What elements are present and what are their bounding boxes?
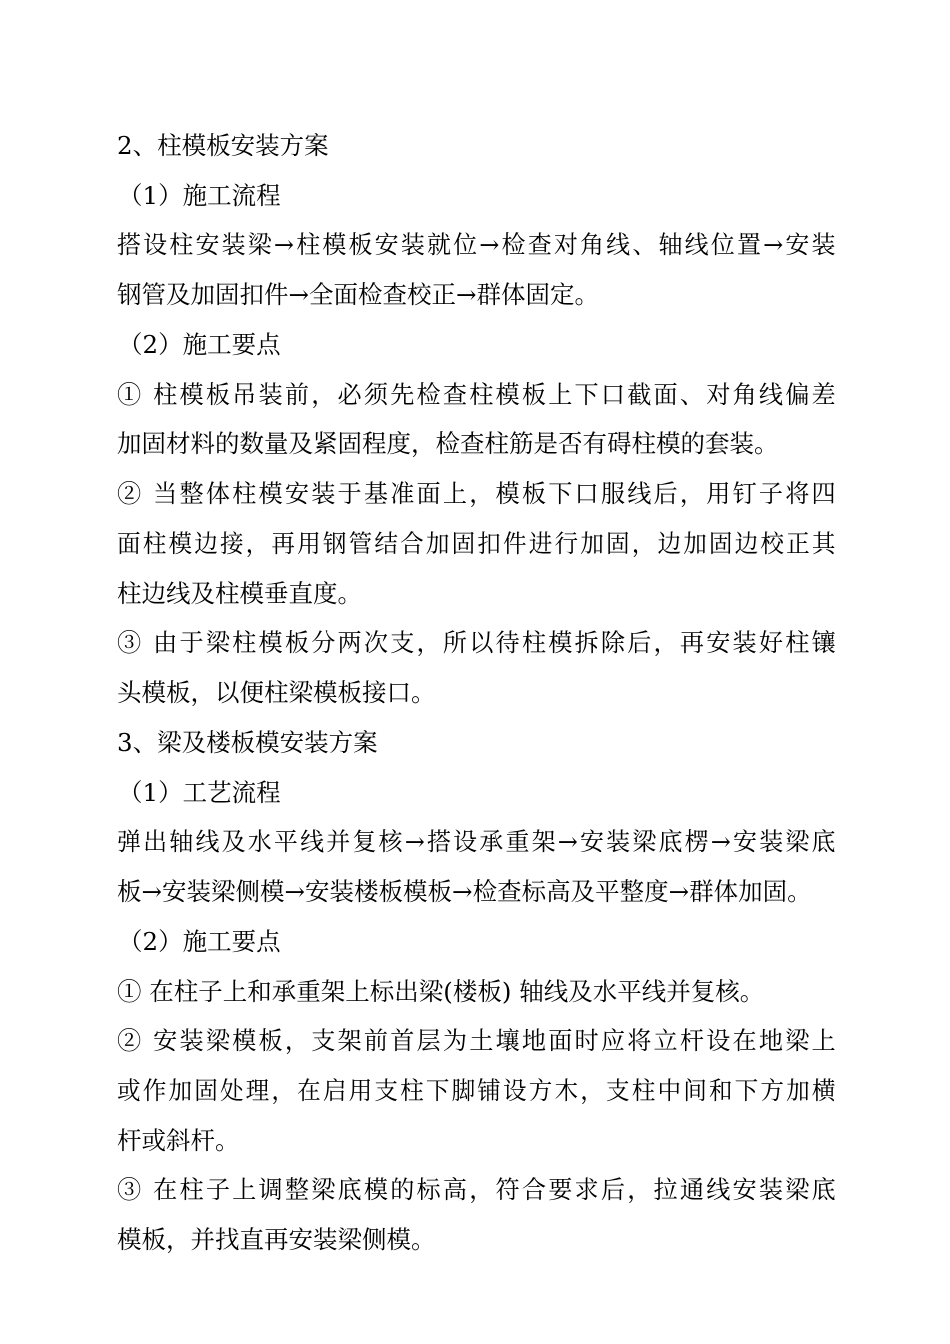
- paragraph-line: 面柱模边接，再用钢管结合加固扣件进行加固，边加固边校正其: [117, 529, 838, 558]
- subheading-construction-process: （1）施工流程: [118, 181, 281, 210]
- section-heading-beam-slab-formwork: 3、梁及楼板模安装方案: [117, 728, 378, 757]
- paragraph-line: ③ 由于梁柱模板分两次支，所以待柱模拆除后，再安装好柱镶: [117, 628, 838, 657]
- paragraph-line: ② 安装梁模板，支架前首层为土壤地面时应将立杆设在地梁上: [117, 1026, 838, 1055]
- paragraph-line: 杆或斜杆。: [117, 1126, 240, 1155]
- paragraph-line: 搭设柱安装梁→柱模板安装就位→检查对角线、轴线位置→安装: [117, 230, 838, 259]
- paragraph-line: 模板，并找直再安装梁侧模。: [117, 1225, 436, 1254]
- paragraph-line: 柱边线及柱模垂直度。: [117, 579, 362, 608]
- paragraph-line: 钢管及加固扣件→全面检查校正→群体固定。: [117, 280, 600, 309]
- paragraph-line: ① 柱模板吊装前，必须先检查柱模板上下口截面、对角线偏差: [117, 380, 838, 409]
- paragraph-line: 头模板，以便柱梁模板接口。: [117, 678, 436, 707]
- subheading-process-flow: （1）工艺流程: [118, 778, 281, 807]
- paragraph-line: 板→安装梁侧模→安装楼板模板→检查标高及平整度→群体加固。: [117, 877, 812, 906]
- subheading-key-points: （2）施工要点: [118, 330, 281, 359]
- subheading-key-points: （2）施工要点: [118, 927, 281, 956]
- paragraph-line: ③ 在柱子上调整梁底模的标高，符合要求后，拉通线安装梁底: [117, 1175, 838, 1204]
- paragraph-line: ① 在柱子上和承重架上标出梁(楼板) 轴线及水平线并复核。: [117, 977, 765, 1006]
- paragraph-line: 加固材料的数量及紧固程度，检查柱筋是否有碍柱模的套装。: [117, 429, 779, 458]
- paragraph-line: ② 当整体柱模安装于基准面上，模板下口服线后，用钉子将四: [117, 479, 838, 508]
- paragraph-line: 或作加固处理，在启用支柱下脚铺设方木，支柱中间和下方加横: [117, 1076, 838, 1105]
- paragraph-line: 弹出轴线及水平线并复核→搭设承重架→安装梁底楞→安装梁底: [117, 827, 838, 856]
- section-heading-column-formwork: 2、柱模板安装方案: [117, 131, 329, 160]
